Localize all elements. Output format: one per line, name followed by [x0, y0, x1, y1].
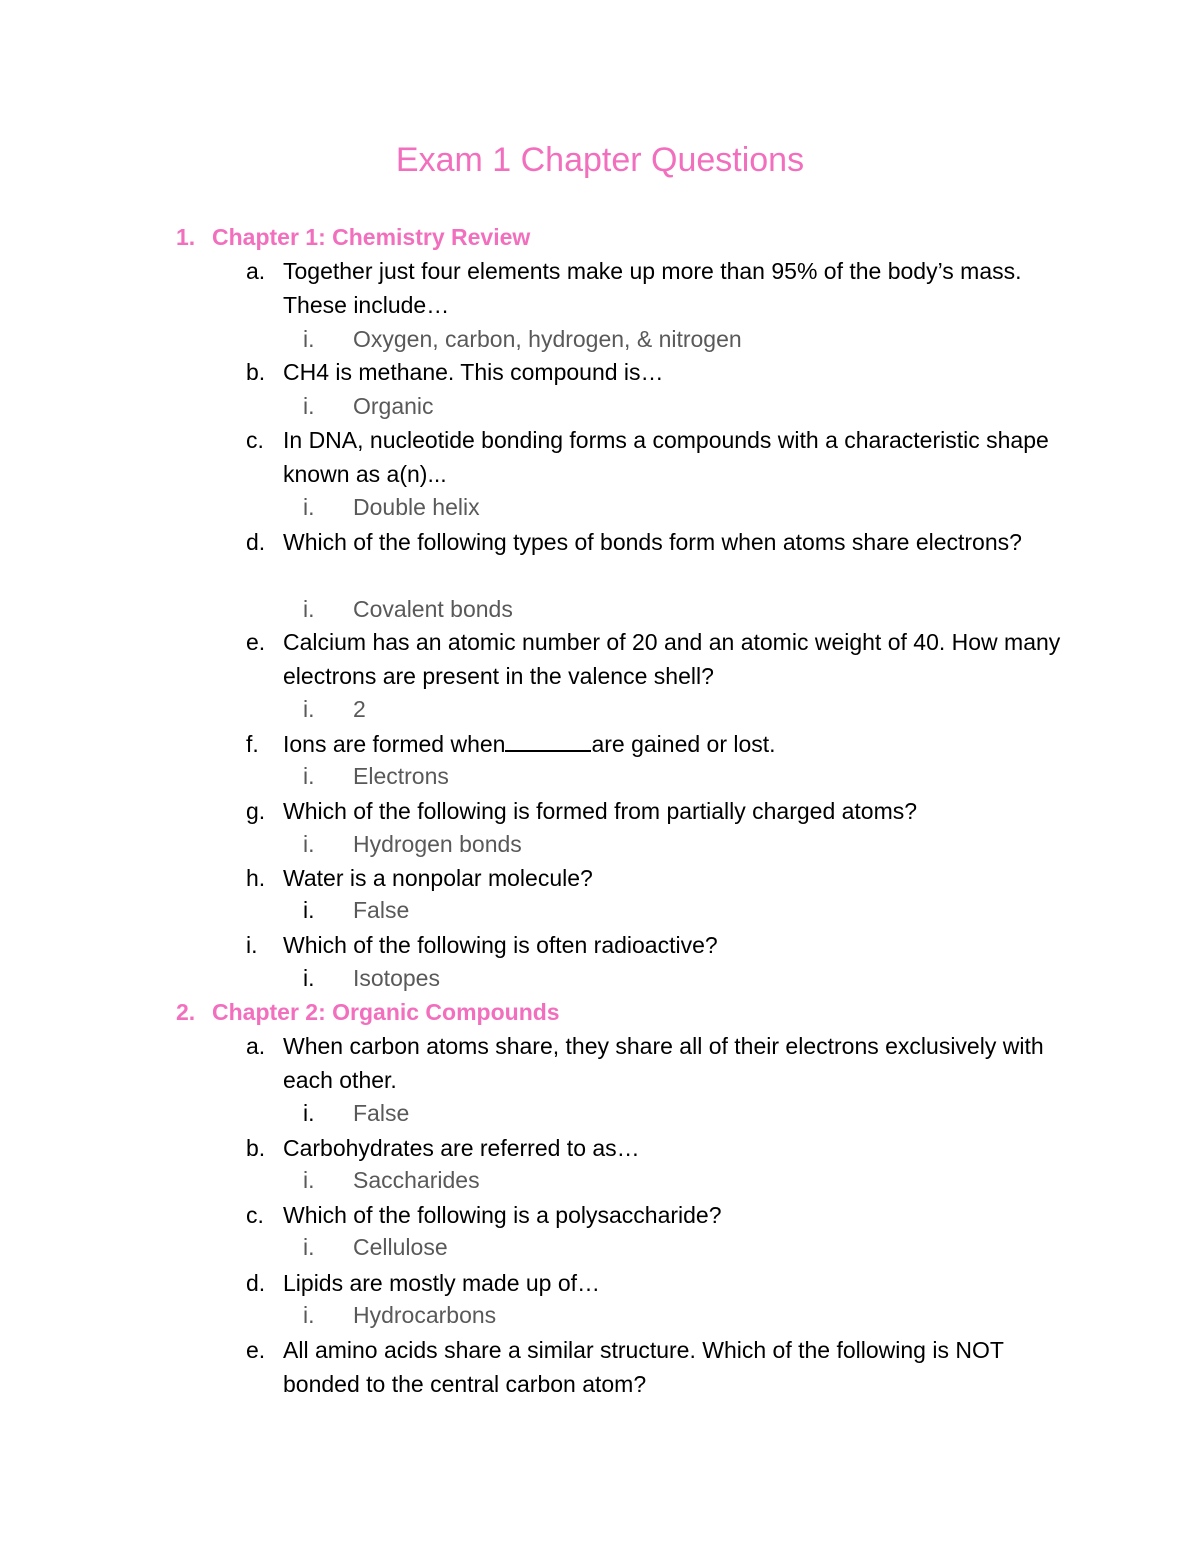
answer-numeral: i.	[303, 596, 315, 622]
answer-text: Saccharides	[353, 1167, 480, 1193]
chapter-heading	[176, 222, 530, 252]
answer-text: Hydrocarbons	[353, 1302, 497, 1328]
answer-numeral: i.	[303, 1302, 315, 1328]
answer-text: Covalent bonds	[353, 596, 513, 622]
chapter-title: Chapter 2: Organic Compounds	[212, 999, 560, 1025]
answer-numeral: i.	[303, 494, 315, 520]
page-title: Exam 1 Chapter Questions	[395, 141, 805, 179]
question-item	[246, 727, 1076, 761]
question-letter: d.	[246, 1270, 266, 1296]
question-text: Carbohydrates are referred to as…	[283, 1135, 640, 1161]
answer-item	[303, 829, 522, 859]
question-letter: g.	[246, 798, 266, 824]
question-letter: f.	[246, 731, 259, 757]
answer-numeral: i.	[303, 696, 315, 722]
answer-numeral: i.	[303, 393, 315, 419]
question-item	[246, 525, 1076, 559]
question-item	[246, 861, 1076, 895]
chapter-heading	[176, 997, 560, 1027]
question-text: When carbon atoms share, they share all of their electrons exclusively with each other.	[283, 1033, 1044, 1093]
answer-numeral: i.	[303, 1167, 315, 1193]
question-text-after-blank: are gained or lost.	[591, 731, 776, 757]
question-text: Calcium has an atomic number of 20 and an atomic weight of 40. How many electrons are present in the valence shell?	[283, 629, 1061, 689]
answer-text: Electrons	[353, 763, 449, 789]
question-text	[283, 727, 1076, 761]
answer-item	[303, 324, 742, 354]
question-text: Lipids are mostly made up of…	[283, 1270, 601, 1296]
question-text: Which of the following types of bonds form when atoms share electrons?	[283, 529, 1022, 555]
question-item	[246, 1198, 1076, 1232]
chapter-number: 1.	[176, 224, 196, 250]
question-letter: a.	[246, 1033, 266, 1059]
question-letter: c.	[246, 427, 264, 453]
question-letter: d.	[246, 529, 266, 555]
answer-item	[303, 1300, 496, 1330]
question-item	[246, 423, 1076, 491]
question-item	[246, 625, 1076, 693]
answer-text: Organic	[353, 393, 434, 419]
question-text: Which of the following is formed from partially charged atoms?	[283, 798, 918, 824]
answer-numeral: i.	[303, 1234, 315, 1260]
answer-text: Double helix	[353, 494, 480, 520]
chapter-title: Chapter 1: Chemistry Review	[212, 224, 531, 250]
answer-item	[303, 1165, 480, 1195]
question-item	[246, 1333, 1076, 1401]
answer-text: Hydrogen bonds	[353, 831, 522, 857]
answer-numeral: i.	[303, 831, 315, 857]
question-item	[246, 1131, 1076, 1165]
question-text: Together just four elements make up more than 95% of the body’s mass. These include…	[283, 258, 1022, 318]
answer-numeral: i.	[303, 965, 315, 991]
chapter-number: 2.	[176, 999, 196, 1025]
question-item	[246, 928, 1076, 962]
question-item	[246, 1266, 1076, 1300]
answer-text: 2	[353, 696, 366, 722]
answer-numeral: i.	[303, 1100, 315, 1126]
answer-item	[303, 963, 440, 993]
question-text: CH4 is methane. This compound is…	[283, 359, 664, 385]
question-item	[246, 254, 1076, 322]
answer-item	[303, 1098, 409, 1128]
question-letter: h.	[246, 865, 266, 891]
question-text: Water is a nonpolar molecule?	[283, 865, 593, 891]
answer-item	[303, 492, 480, 522]
question-item	[246, 1029, 1076, 1097]
answer-text: Oxygen, carbon, hydrogen, & nitrogen	[353, 326, 742, 352]
question-letter: a.	[246, 258, 266, 284]
question-letter: e.	[246, 1337, 266, 1363]
answer-item	[303, 694, 366, 724]
question-text: Which of the following is a polysaccharide?	[283, 1202, 722, 1228]
question-text: In DNA, nucleotide bonding forms a compounds with a characteristic shape known as a(n)...	[283, 427, 1049, 487]
answer-text: Isotopes	[353, 965, 440, 991]
question-letter: c.	[246, 1202, 264, 1228]
answer-item	[303, 895, 409, 925]
question-letter: e.	[246, 629, 266, 655]
question-text: Which of the following is often radioactive?	[283, 932, 718, 958]
answer-item	[303, 761, 449, 791]
answer-text: False	[353, 1100, 410, 1126]
question-item	[246, 794, 1076, 828]
question-letter: i.	[246, 932, 258, 958]
answer-text: False	[353, 897, 410, 923]
question-item	[246, 355, 1076, 389]
question-text: All amino acids share a similar structure. Which of the following is NOT bonded to the central carbon atom?	[283, 1337, 1004, 1397]
answer-item	[303, 1232, 448, 1262]
question-letter: b.	[246, 1135, 266, 1161]
answer-numeral: i.	[303, 326, 315, 352]
answer-item	[303, 594, 513, 624]
fill-in-blank	[505, 730, 591, 752]
answer-numeral: i.	[303, 763, 315, 789]
question-text-before-blank: Ions are formed when	[283, 731, 506, 757]
question-letter: b.	[246, 359, 266, 385]
answer-numeral: i.	[303, 897, 315, 923]
answer-item	[303, 391, 434, 421]
answer-text: Cellulose	[353, 1234, 448, 1260]
